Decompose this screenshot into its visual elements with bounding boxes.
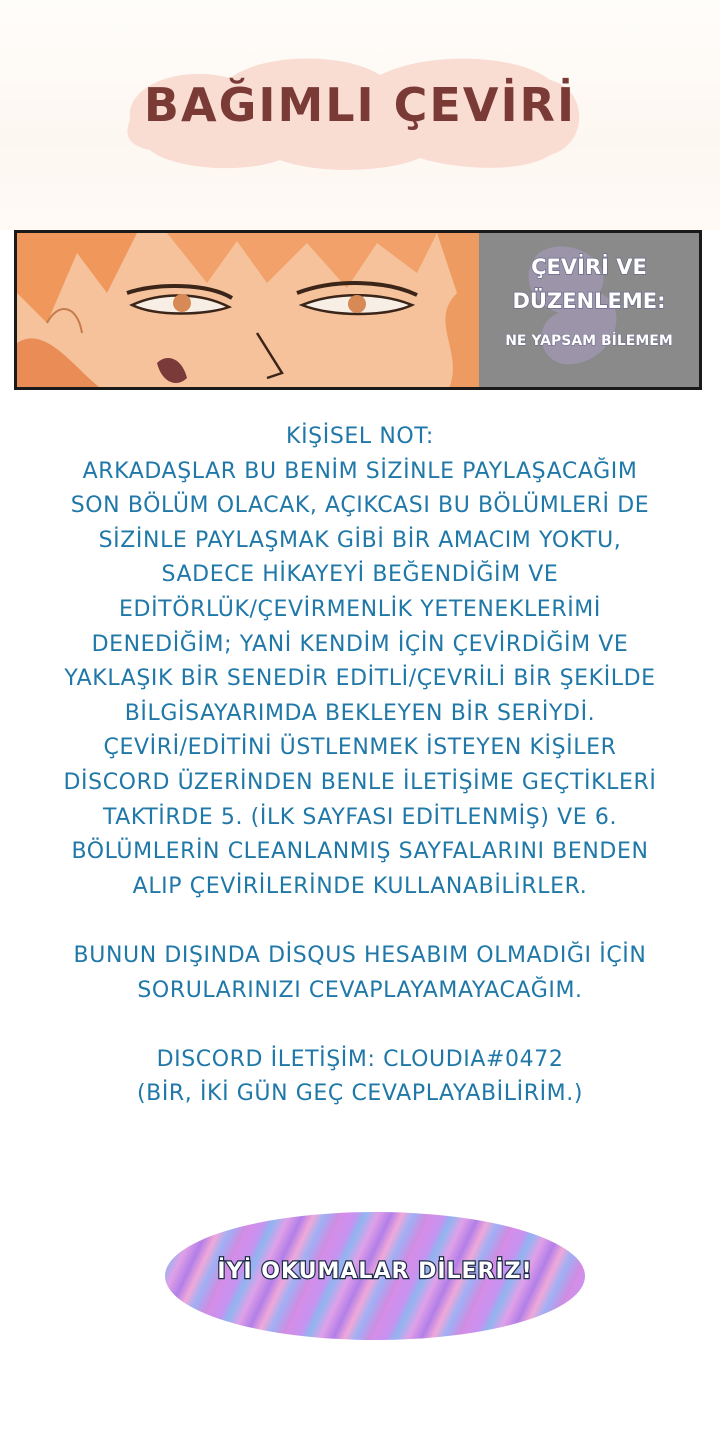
credit-name: NE YAPSAM BİLEMEM	[505, 333, 673, 349]
credit-box	[479, 233, 699, 387]
note-line: ARKADAŞLAR BU BENİM SİZİNLE PAYLAŞACAĞIM	[82, 458, 638, 484]
contact-line: (BİR, İKİ GÜN GEÇ CEVAPLAYABİLİRİM.)	[136, 1081, 584, 1107]
note-line: YAKLAŞIK BİR SENEDİR EDİTLİ/ÇEVRİLİ BİR ŞEKİLDE	[64, 666, 656, 692]
note-line: TAKTİRDE 5. (İLK SAYFASI EDİTLENMİŞ) VE 6.	[102, 804, 618, 830]
note-line: ALIP ÇEVİRİLERİNDE KULLANABİLİRLER.	[132, 873, 588, 899]
note-line: SİZİNLE PAYLAŞMAK GİBİ BİR AMACIM YOKTU,	[98, 527, 622, 553]
personal-note	[20, 420, 700, 1112]
disqus-line: SORULARINIZI CEVAPLAYAMAYACAĞIM.	[137, 977, 583, 1003]
note-body	[20, 455, 700, 905]
page-title: BAĞIMLI ÇEVİRİ	[143, 78, 577, 132]
note-line: ÇEVİRİ/EDİTİNİ ÜSTLENMEK İSTEYEN KİŞİLER	[103, 735, 617, 761]
note-line: SON BÖLÜM OLACAK, AÇIKCASI BU BÖLÜMLERİ DE	[70, 493, 650, 519]
credit-title-line1: ÇEVİRİ VE	[531, 255, 647, 279]
note-line: DİSCORD ÜZERİNDEN BENLE İLETİŞİME GEÇTİKLERİ	[63, 769, 657, 795]
credits-banner	[14, 230, 702, 390]
disqus-line: BUNUN DIŞINDA DİSQUS HESABIM OLMADIĞI İÇİN	[73, 942, 647, 968]
note-line: EDİTÖRLÜK/ÇEVİRMENLİK YETENEKLERİMİ	[119, 596, 601, 622]
note-line: BİLGİSAYARIMDA BEKLEYEN BİR SERİYDİ.	[124, 700, 596, 726]
note-line: SADECE HİKAYEYİ BEĞENDİĞİM VE	[161, 562, 559, 588]
closing-message: İYİ OKUMALAR DİLERİZ!	[217, 1259, 533, 1284]
note-heading: KİŞİSEL NOT:	[286, 424, 434, 449]
note-line: BÖLÜMLERİN CLEANLANMIŞ SAYFALARINI BENDEN	[71, 839, 649, 865]
note-line: DENEDİĞİM; YANİ KENDİM İÇİN ÇEVİRDİĞİM VE	[91, 631, 629, 657]
contact-line: DISCORD İLETİŞİM: CLOUDIA#0472	[156, 1046, 564, 1072]
credit-title-line2: DÜZENLEME:	[512, 289, 666, 313]
